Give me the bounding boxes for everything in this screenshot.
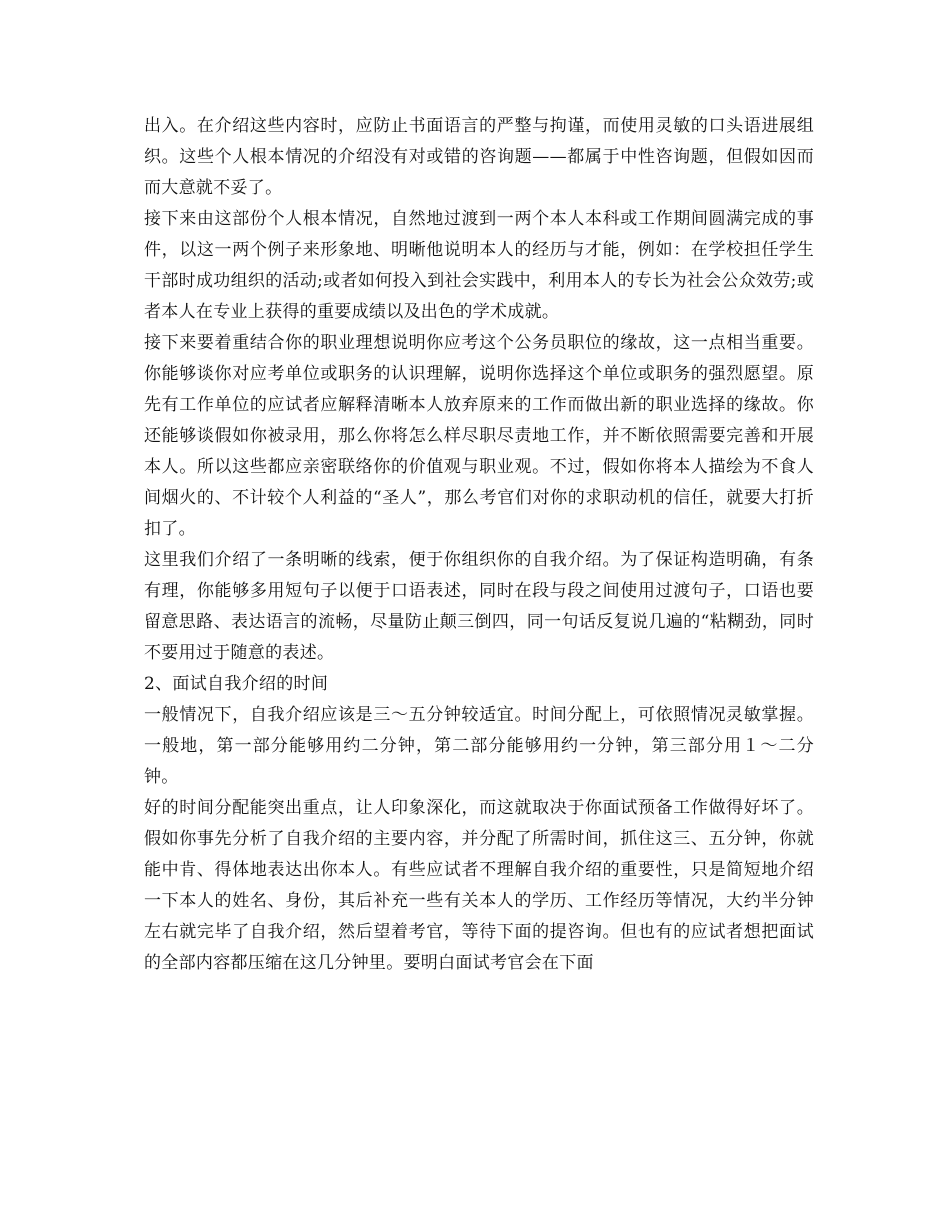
paragraph-experience: 接下来由这部份个人根本情况，自然地过渡到一两个本人本科或工作期间圆满完成的事件，以这一两个例子来形象地、明晰他说明本人的经历与才能，例如：在学校担任学生干部时成功组织的活动;或者如何投入到社会实践中，利用本人的专长为社会公众效劳;或者本人在专业上获得的重要成绩以及出色的学术成就。 <box>144 209 814 322</box>
section-heading-time: 2、面试自我介绍的时间 <box>144 674 329 694</box>
paragraph-time-allocation: 一般情况下，自我介绍应该是三～五分钟较适宜。时间分配上，可依照情况灵敏掌握。一般地，第一部分能够用约二分钟，第二部分能够用约一分钟，第三部分用１～二分钟。 <box>144 705 814 787</box>
paragraph-motivation: 接下来要着重结合你的职业理想说明你应考这个公务员职位的缘故，这一点相当重要。你能够谈你对应考单位或职务的认识理解，说明你选择这个单位或职务的强烈愿望。原先有工作单位的应试者应解释清晰本人放弃原来的工作而做出新的职业选择的缘故。你还能够谈假如你被录用，那么你将怎么样尽职尽责地工作，并不断依照需要完善和开展本人。所以这些都应亲密联络你的价值观与职业观。不过，假如你将本人描绘为不食人间烟火的、不计较个人利益的“圣人”，那么考官们对你的求职动机的信任，就要大打折扣了。 <box>144 333 814 539</box>
document-body <box>144 111 814 979</box>
paragraph-intro-continuation: 出入。在介绍这些内容时，应防止书面语言的严整与拘谨，而使用灵敏的口头语进展组织。这些个人根本情况的介绍没有对或错的咨询题——都属于中性咨询题，但假如因而而大意就不妥了。 <box>144 116 814 198</box>
paragraph-time-importance: 好的时间分配能突出重点，让人印象深化，而这就取决于你面试预备工作做得好坏了。假如你事先分析了自我介绍的主要内容，并分配了所需时间，抓住这三、五分钟，你就能中肯、得体地表达出你本人。有些应试者不理解自我介绍的重要性，只是简短地介绍一下本人的姓名、身份，其后补充一些有关本人的学历、工作经历等情况，大约半分钟左右就完毕了自我介绍，然后望着考官，等待下面的提咨询。但也有的应试者想把面试的全部内容都压缩在这几分钟里。要明白面试考官会在下面 <box>144 798 814 973</box>
paragraph-structure-tips: 这里我们介绍了一条明晰的线索，便于你组织你的自我介绍。为了保证构造明确，有条有理，你能够多用短句子以便于口语表述，同时在段与段之间使用过渡句子，口语也要留意思路、表达语言的流畅，尽量防止颠三倒四，同一句话反复说几遍的“粘糊劲，同时不要用过于随意的表述。 <box>144 550 814 663</box>
